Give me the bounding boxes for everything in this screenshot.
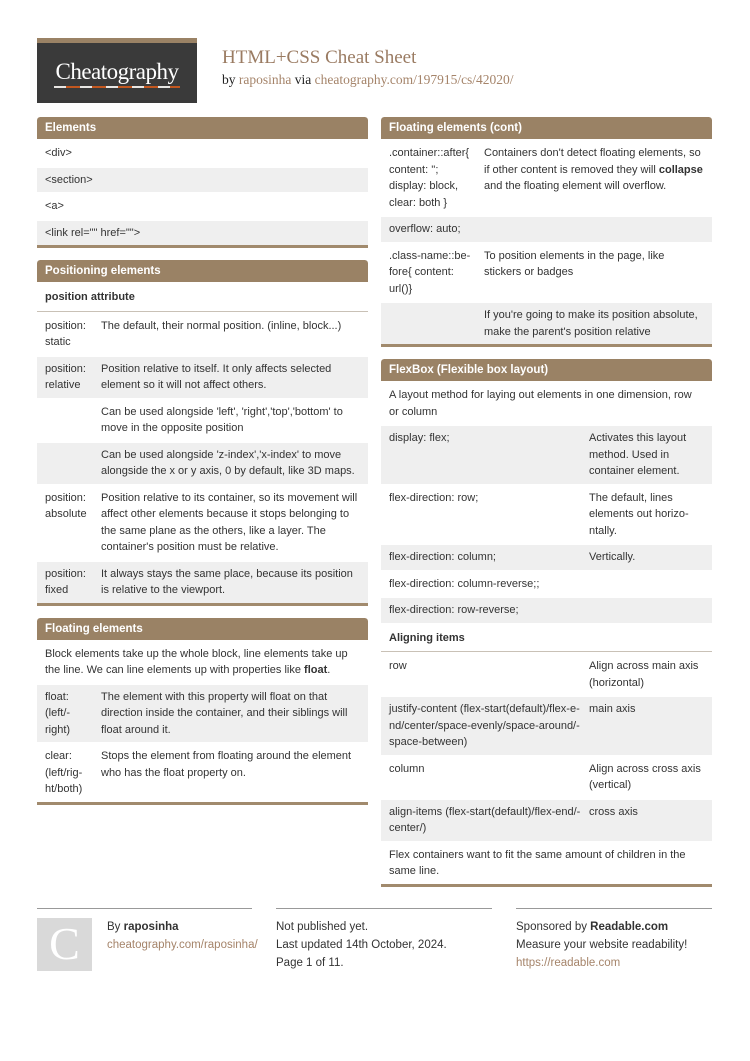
row-term: position: absolute: [45, 491, 87, 520]
cheatography-logo: [37, 38, 197, 103]
row-desc: The default, lines elements out horizo-ntally.: [589, 491, 689, 537]
row-desc: main axis: [589, 703, 636, 715]
sponsor-link[interactable]: https://readable.com: [516, 957, 621, 970]
footer-author-name: raposinha: [123, 920, 179, 933]
table-row: <link rel="" href="">: [37, 219, 368, 246]
page-number: Page 1 of 11.: [276, 957, 344, 970]
footer: [37, 908, 712, 973]
table-row: [381, 424, 712, 484]
byline: [222, 72, 514, 88]
cheatography-c-badge: [37, 918, 92, 971]
table-row: [37, 398, 368, 441]
row-term: .class-name::be-fore{ content: url()}: [389, 249, 471, 295]
row-desc: It always stays the same place, because its position is relative to the viewport.: [101, 567, 353, 596]
footer-author-text: [107, 918, 258, 973]
table-row: <a>: [37, 192, 368, 219]
row-term: position: relative: [45, 362, 86, 391]
row-term: flex-direction: row;: [389, 491, 479, 504]
section-subheader: position attribute: [37, 282, 368, 312]
table-row: [381, 570, 712, 597]
sponsor-tagline: Measure your website readability!: [516, 938, 688, 951]
section-subheader: Aligning items: [381, 623, 712, 653]
page-title: HTML+CSS Cheat Sheet: [222, 47, 417, 68]
row-desc: Stops the element from floating around the element who has the float property on.: [101, 750, 352, 779]
row-desc: The default, their normal position. (inline, block...): [101, 319, 342, 332]
card-columns: [37, 117, 712, 899]
table-row: [381, 695, 712, 755]
row-desc: The element with this property will float on that direction inside the container, and their siblings will float around it.: [101, 690, 348, 736]
sponsor-prefix: Sponsored by: [516, 920, 591, 933]
table-row: [381, 652, 712, 695]
row-term: position: static: [45, 319, 86, 348]
row-desc: Align across main axis (horizontal): [589, 660, 699, 689]
row-desc: Containers don't detect floating elements, so if other content is removed they will collapse and the floating element will overflow.: [484, 147, 703, 192]
row-desc: Position relative to itself. It only affects selected element so it will not affect others.: [101, 362, 332, 391]
row-term: flex-direction: column-reverse;;: [389, 577, 540, 590]
row-desc: Position relative to its container, so its movement will affect other elements because it stops belonging to the same plane as the others, like a layer. The container's position must be relative.: [101, 491, 358, 553]
table-row: A layout method for laying out elements in one dimension, row or column: [381, 381, 712, 424]
table-row: [37, 355, 368, 398]
row-term: float: (left/-right): [45, 690, 71, 736]
footer-author-link[interactable]: cheatography.com/raposinha/: [107, 938, 258, 951]
footer-author: [37, 908, 258, 973]
author-link[interactable]: raposinha: [238, 72, 292, 87]
card-title-elements: Elements: [37, 117, 368, 139]
table-row: [381, 242, 712, 302]
table-row: [381, 798, 712, 841]
card-title-floating-elements: Floating elements: [37, 618, 368, 640]
row-term: flex-direction: column;: [389, 551, 496, 563]
right-column: [381, 117, 712, 899]
sponsor-name: Readable.com: [590, 920, 669, 933]
row-desc: Can be used alongside 'left', 'right','top','bottom' to move in the opposite position: [101, 405, 343, 434]
logo-box: [37, 43, 197, 103]
card-flexbox: [381, 359, 712, 887]
table-row: [37, 312, 368, 355]
row-term: overflow: auto;: [389, 223, 461, 235]
table-row: [37, 742, 368, 802]
table-row: Block elements take up the whole block, line elements take up the line. We can line elements up with properties like float.: [37, 640, 368, 683]
row-desc: [589, 576, 704, 593]
row-term: position: fixed: [45, 567, 86, 596]
card-floating-elements: [37, 618, 368, 805]
row-desc: If you're going to make its position absolute, make the parent's position relative: [484, 309, 698, 338]
row-term: flex-direction: row-reverse;: [389, 604, 519, 616]
badge-letter: C: [49, 918, 80, 970]
table-row: Flex containers want to fit the same amount of children in the same line.: [381, 841, 712, 884]
table-row: [381, 484, 712, 544]
row-term: [45, 404, 101, 437]
sponsor-line: [516, 918, 712, 936]
row-term: row: [389, 660, 407, 672]
row-term: justify-content (flex-start(default)/flex-e-nd/center/space-evenly/space-around/-space-between): [389, 703, 580, 748]
row-term: column: [389, 762, 425, 775]
table-row: [381, 215, 712, 242]
row-term: display: flex;: [389, 432, 450, 444]
card-floating-elements-cont: [381, 117, 712, 347]
table-row: [381, 755, 712, 798]
header: [37, 38, 712, 103]
table-row: [37, 484, 368, 560]
row-desc: Vertically.: [589, 551, 636, 563]
table-row: [381, 301, 712, 344]
table-row: <div>: [37, 139, 368, 166]
row-term: [45, 447, 101, 480]
row-desc: [589, 602, 704, 619]
sheet-url-link[interactable]: cheatography.com/197915/cs/42020/: [314, 72, 514, 87]
left-column: [37, 117, 368, 817]
table-row: [381, 139, 712, 215]
logo-underline: [54, 86, 180, 88]
row-desc: cross axis: [589, 805, 638, 818]
table-row: [381, 543, 712, 570]
footer-meta: [276, 908, 492, 973]
publish-status: Not published yet.: [276, 920, 369, 933]
table-row: [37, 560, 368, 603]
byline-by: by: [222, 72, 239, 87]
row-desc: Activates this layout method. Used in container element.: [589, 432, 687, 477]
logo-text: Cheatography: [55, 58, 179, 84]
byline-via: via: [291, 72, 315, 87]
row-term: .container::after{ content: ''; display: block, clear: both }: [389, 147, 470, 209]
row-term: align-items (flex-start(default)/flex-end/-center/): [389, 805, 581, 834]
footer-by: By: [107, 920, 124, 933]
title-block: [222, 38, 514, 88]
card-title-floating-elements-cont: Floating elements (cont): [381, 117, 712, 139]
row-desc: To position elements in the page, like stickers or badges: [484, 249, 665, 278]
row-term: clear: (left/rig-ht/both): [45, 750, 83, 795]
table-row: [381, 596, 712, 623]
card-positioning-elements: [37, 260, 368, 606]
card-title-flexbox: FlexBox (Flexible box layout): [381, 359, 712, 381]
last-updated: Last updated 14th October, 2024.: [276, 938, 447, 951]
row-desc: [484, 221, 704, 238]
table-row: <section>: [37, 166, 368, 193]
table-row: [37, 683, 368, 743]
card-title-positioning-elements: Positioning elements: [37, 260, 368, 282]
row-desc: Align across cross axis (vertical): [589, 762, 701, 791]
row-desc: Can be used alongside 'z-index','x-index' to move alongside the x or y axis, 0 by default, like 3D maps.: [101, 448, 355, 477]
card-elements: [37, 117, 368, 248]
row-term: [389, 307, 484, 340]
footer-sponsor: [516, 908, 712, 973]
table-row: [37, 441, 368, 484]
